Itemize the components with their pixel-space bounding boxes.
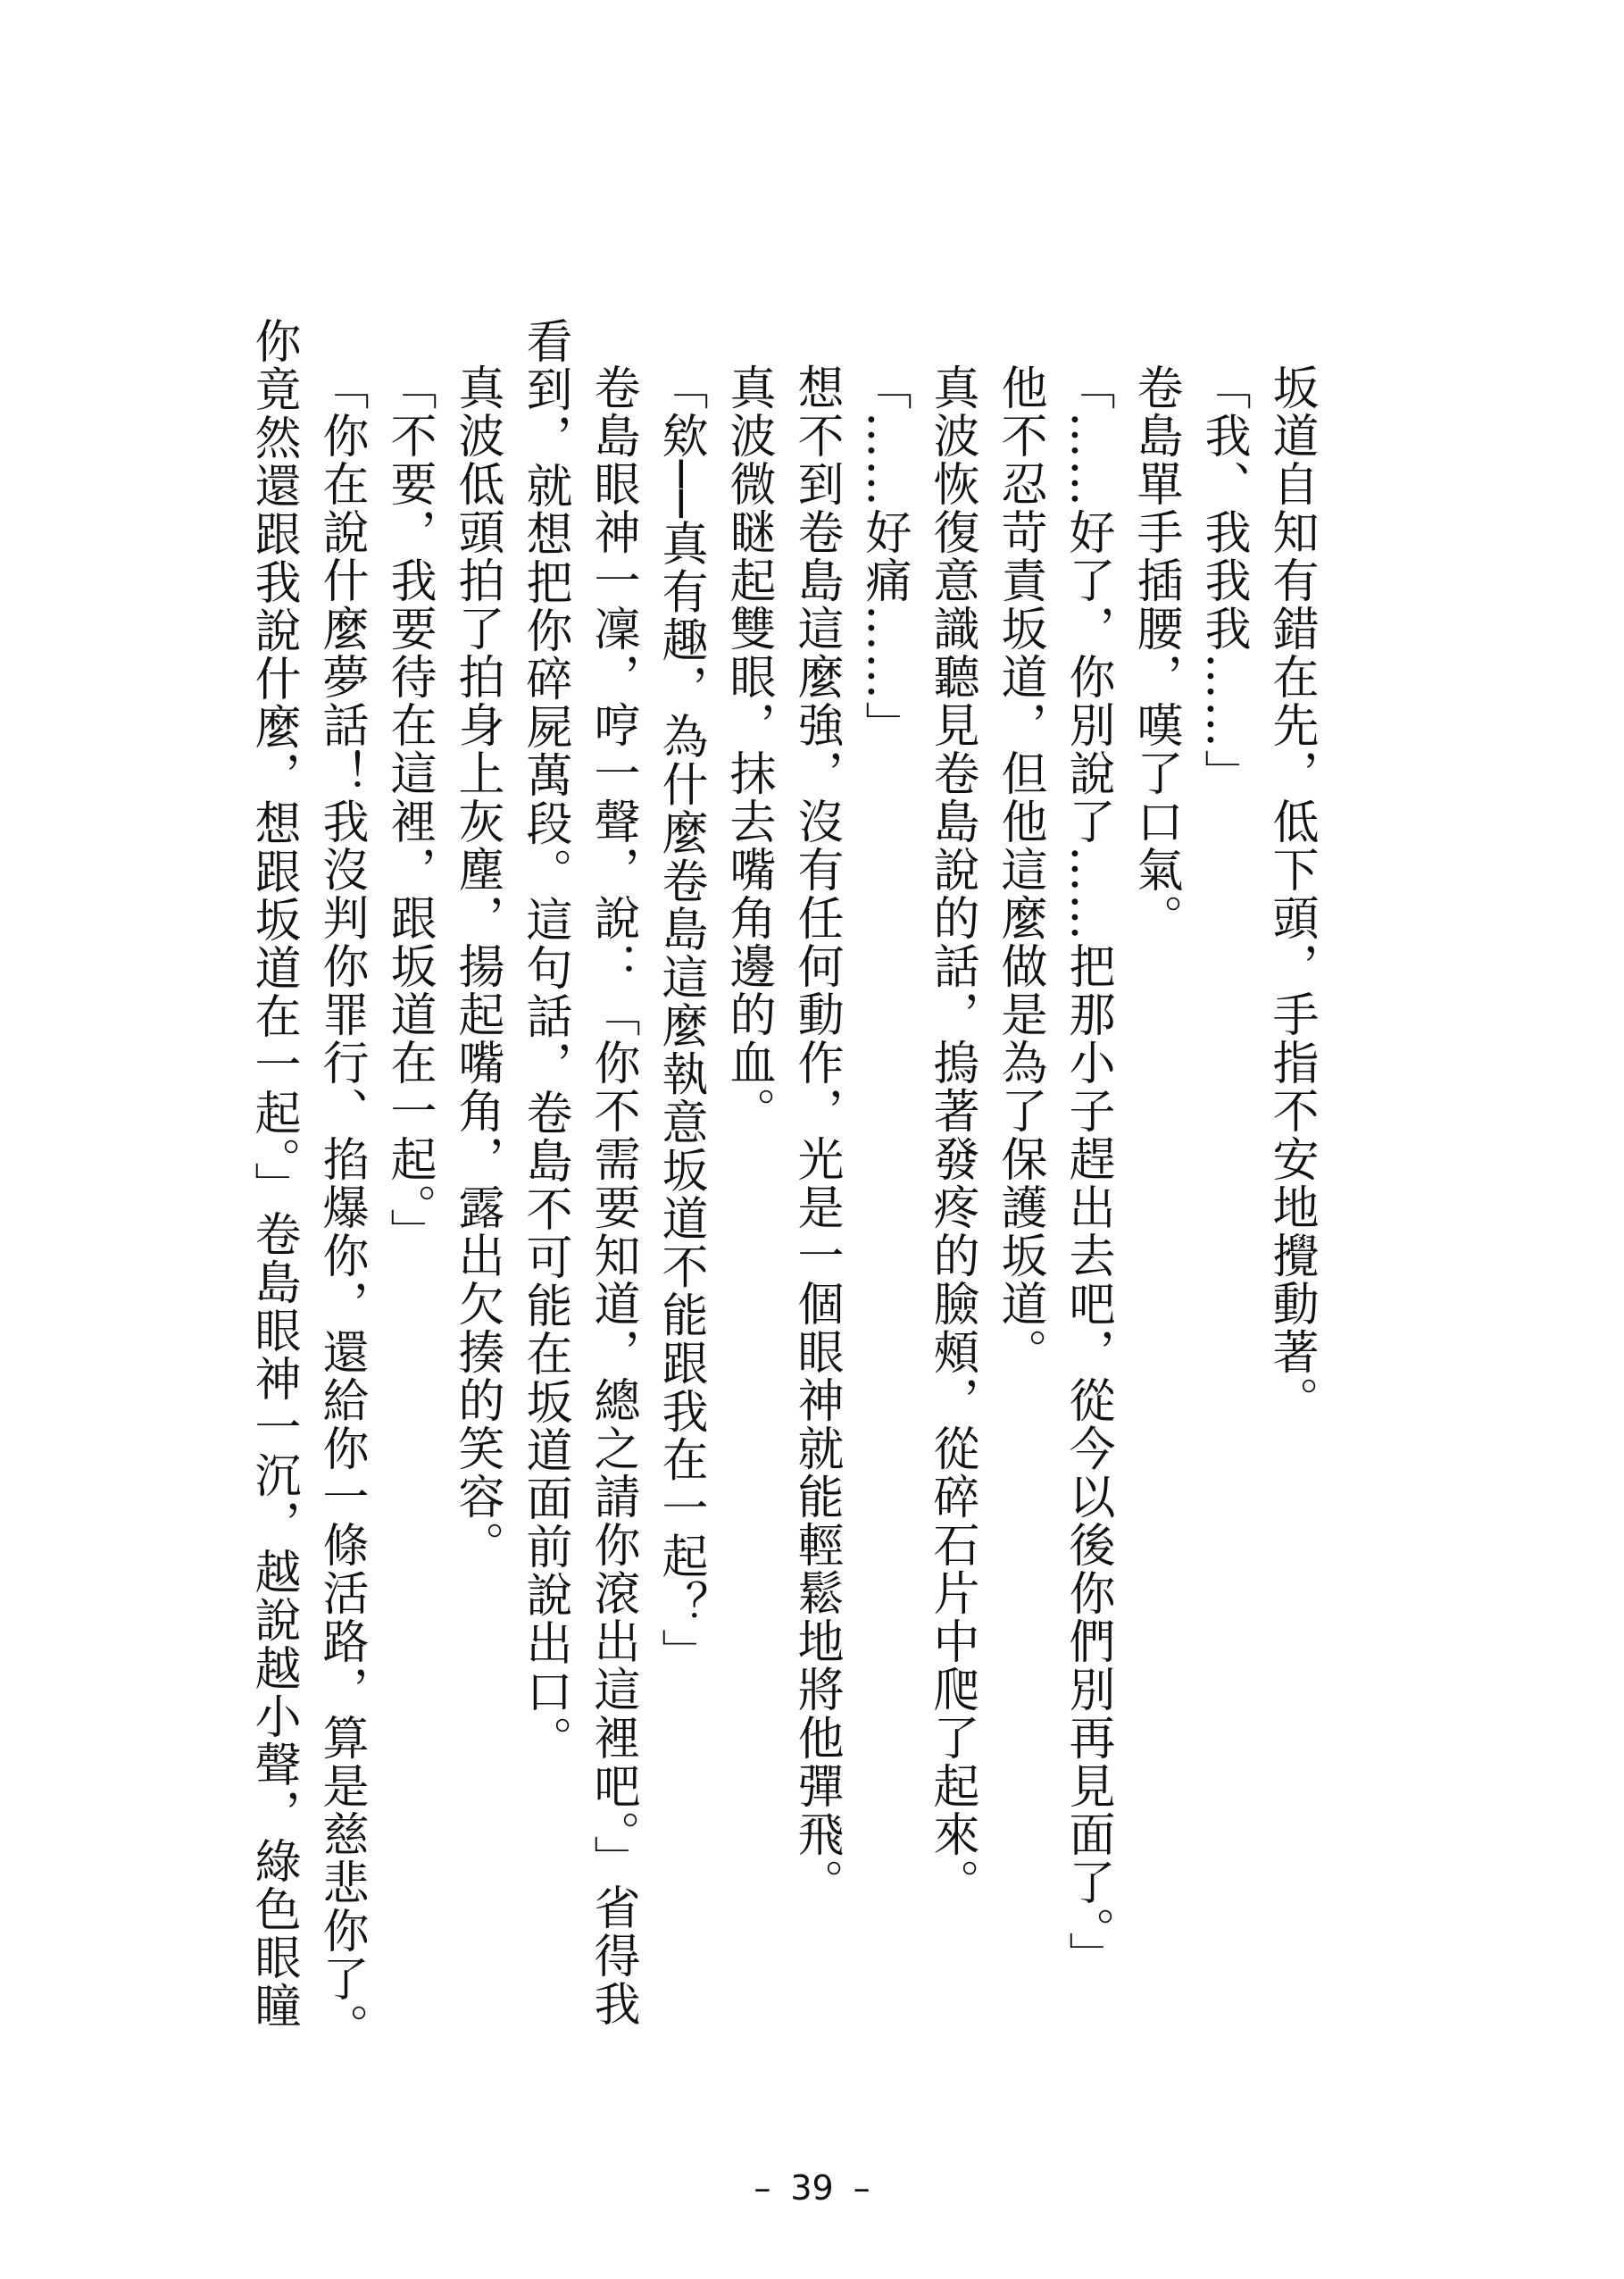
page-footer: [0, 2168, 1624, 2208]
paragraph-13: 「不要，我要待在這裡，跟坂道在一起。」: [382, 363, 436, 1256]
paragraph-9: 真波微瞇起雙眼，抹去嘴角邊的血。: [721, 363, 775, 1135]
paragraph-11: 卷島眼神一凜，哼一聲，說：「你不需要知道，總之請你滾出這裡吧。」省得我看到，就想把你碎屍萬段。這句話，卷島不可能在坂道面前說出口。: [518, 317, 639, 2028]
paragraph-12: 真波低頭拍了拍身上灰塵，揚起嘴角，露出欠揍的笑容。: [450, 363, 504, 1569]
page-number: 39: [790, 2168, 834, 2208]
paragraph-4: 「……好了，你別說了……把那小子趕出去吧，從今以後你們別再見面了。」: [1061, 363, 1114, 1980]
paragraph-7: 「……好痛……」: [857, 363, 911, 749]
paragraph-2: 「我、我我我……」: [1196, 363, 1250, 797]
page-number-dash-right: –: [853, 2168, 870, 2208]
paragraph-5: 他不忍苛責坂道，但他這麼做是為了保護坂道。: [993, 363, 1046, 1376]
paragraph-6: 真波恢復意識聽見卷島說的話，摀著發疼的臉頰，從碎石片中爬了起來。: [925, 363, 979, 1907]
vertical-text-body: [246, 317, 1325, 2058]
paragraph-3: 卷島單手插腰，嘆了口氣。: [1128, 363, 1182, 942]
paragraph-8: 想不到卷島這麼強，沒有任何動作，光是一個眼神就能輕鬆地將他彈飛。: [789, 363, 843, 1907]
page-number-dash-left: –: [754, 2168, 771, 2208]
paragraph-10: 「欸──真有趣，為什麼卷島這麼執意坂道不能跟我在一起？」: [654, 363, 707, 1677]
paragraph-14: 「你在說什麼夢話！我沒判你罪行、掐爆你，還給你一條活路，算是慈悲你了。你竟然還跟我說什麼，想跟坂道在一起。」卷島眼神一沉，越說越小聲，綠色眼瞳: [246, 317, 368, 2051]
paragraph-1: 坂道自知有錯在先，低下頭，手指不安地攪動著。: [1264, 363, 1318, 1424]
